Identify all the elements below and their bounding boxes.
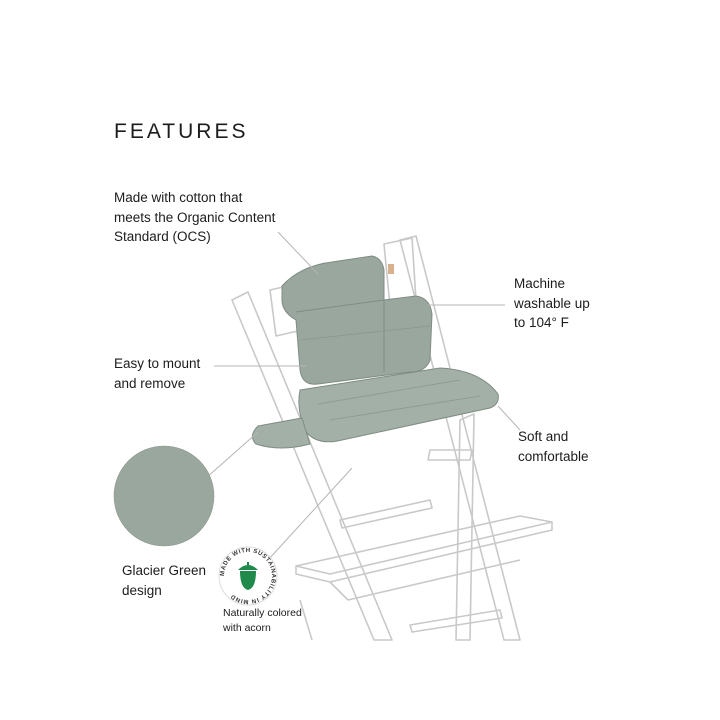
- page-title: FEATURES: [114, 120, 249, 143]
- sustainability-badge-icon: [219, 547, 277, 605]
- fabric-swatch: [114, 446, 214, 546]
- callout-glacier-green: Glacier Green design: [122, 563, 207, 598]
- cushion-seat: [252, 368, 498, 448]
- badge-text: MADE WITH SUSTAINABILITY IN MIND: [219, 547, 277, 605]
- callout-soft-comfortable: Soft and comfortable: [518, 429, 589, 464]
- callout-acorn-colored: Naturally colored with acorn: [223, 607, 302, 634]
- callout-easy-mount: Easy to mount and remove: [114, 356, 201, 391]
- callout-machine-washable: Machine washable up to 104° F: [514, 276, 590, 330]
- callout-organic-cotton: Made with cotton that meets the Organic Content Standard (OCS): [114, 190, 276, 244]
